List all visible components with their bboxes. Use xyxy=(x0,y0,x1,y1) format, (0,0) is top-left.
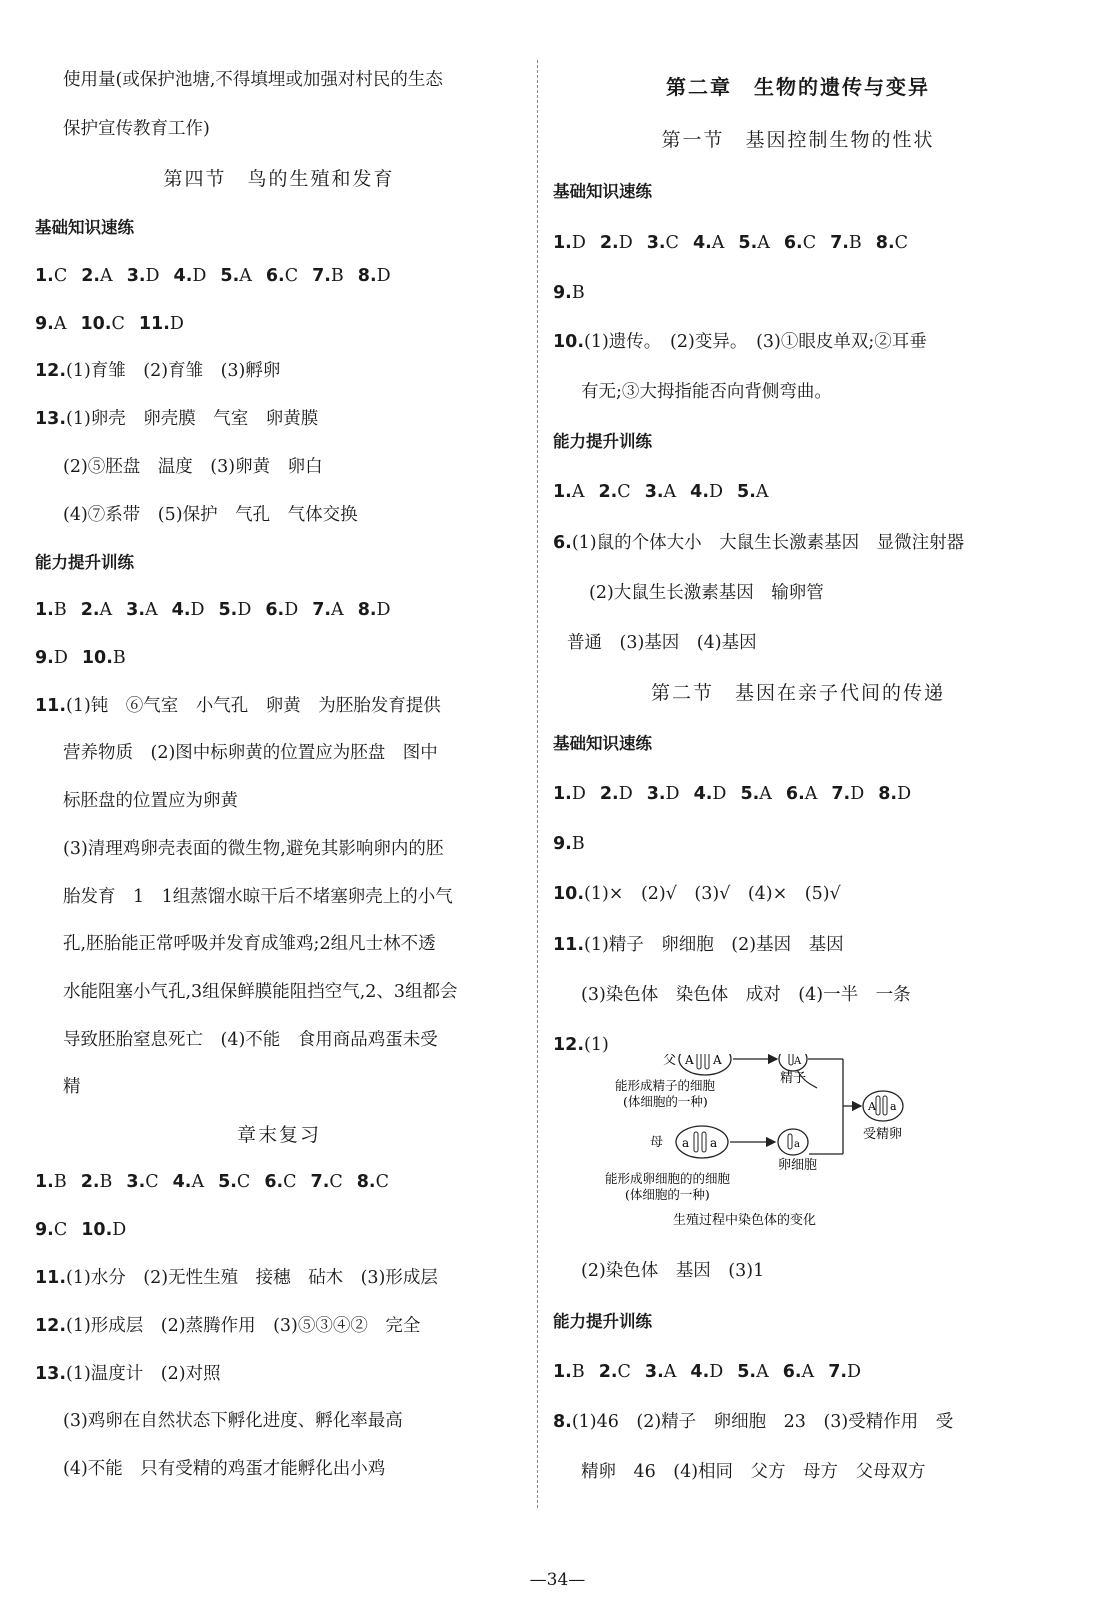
chapter-title: 第二章 生物的遗传与变异 xyxy=(666,75,930,99)
subheading: 能力提升训练 xyxy=(553,432,652,451)
answer-item xyxy=(218,1172,250,1192)
chromosome-diagram-svg xyxy=(605,1054,905,1244)
answer-item xyxy=(553,482,584,502)
answer-choice: D xyxy=(284,600,299,620)
answer-row xyxy=(553,281,1043,305)
answer-choice: D xyxy=(237,600,252,620)
answer-row xyxy=(35,312,523,336)
question-number: 3. xyxy=(126,266,146,286)
answer-item xyxy=(82,648,126,668)
question-number: 9. xyxy=(35,314,54,334)
gene-label: A xyxy=(794,1056,802,1067)
question-number: 8. xyxy=(357,266,377,286)
answer-choice: A xyxy=(145,600,158,620)
question-number: 1. xyxy=(553,482,572,502)
answer-item xyxy=(647,784,680,804)
question-12: 12.(1)育雏 (2)育雏 (3)孵卵 xyxy=(35,361,281,381)
question-11: 11.(1)水分 (2)无性生殖 接穗 砧木 (3)形成层 xyxy=(35,1268,438,1288)
question-number: 4. xyxy=(690,482,709,502)
answer-item xyxy=(311,1172,343,1192)
answer-row xyxy=(553,480,1043,504)
question-number: 4. xyxy=(173,266,193,286)
text-line: (2)⑤胚盘 温度 (3)卵黄 卵白 xyxy=(63,457,323,477)
answer-item xyxy=(139,314,184,334)
answer-item xyxy=(828,1362,861,1382)
answer-choice: D xyxy=(53,648,68,668)
answer-choice: D xyxy=(169,314,184,334)
answer-choice: A xyxy=(53,314,67,334)
answer-item xyxy=(598,482,630,502)
answer-choice: C xyxy=(617,1362,631,1382)
question-number: 6. xyxy=(782,1362,802,1382)
answer-choice: D xyxy=(192,266,207,286)
subheading: 能力提升训练 xyxy=(553,1312,652,1331)
text-line: (2)大鼠生长激素基因 输卵管 xyxy=(589,583,824,603)
section-title: 第一节 基因控制生物的性状 xyxy=(661,129,935,151)
answer-choice: C xyxy=(802,233,817,253)
answer-item xyxy=(690,482,723,502)
text-line: 胎发育 1 1组蒸馏水晾干后不堵塞卵壳上的小气 xyxy=(63,887,453,907)
text-line: (2)染色体 基因 (3)1 xyxy=(581,1261,765,1281)
subheading: 能力提升训练 xyxy=(35,553,134,572)
chromosome xyxy=(702,1132,706,1152)
page-number: —34— xyxy=(529,1570,586,1590)
question-number: 6. xyxy=(783,233,803,253)
question-number: 3. xyxy=(126,600,145,620)
text-line: 孔,胚胎能正常呼吸并发育成雏鸡;2组凡士林不透 xyxy=(63,934,436,954)
subheading: 基础知识速练 xyxy=(553,182,652,201)
text-line: 保护宣传教育工作) xyxy=(63,119,210,139)
answer-item xyxy=(553,784,586,804)
answer-choice: A xyxy=(663,1362,677,1382)
text-line: 有无;③大拇指能否向背侧弯曲。 xyxy=(581,382,832,402)
answer-item xyxy=(599,1362,631,1382)
answer-choice: C xyxy=(111,314,125,334)
answer-row xyxy=(35,598,523,622)
answer-choice: B xyxy=(571,283,585,303)
text-line: 导致胚胎窒息死亡 (4)不能 食用商品鸡蛋未受 xyxy=(63,1030,438,1050)
answer-item xyxy=(35,314,66,334)
answer-choice: A xyxy=(331,600,344,620)
answer-choice: A xyxy=(571,482,585,502)
answer-item xyxy=(830,233,862,253)
answer-choice: B xyxy=(848,233,862,253)
answer-item xyxy=(312,600,343,620)
answer-choice: C xyxy=(283,1172,297,1192)
question-number: 5. xyxy=(218,600,238,620)
answer-row xyxy=(35,1170,523,1194)
answer-item xyxy=(219,600,252,620)
text-line: 使用量(或保护池塘,不得填埋或加强对村民的生态 xyxy=(63,70,443,90)
answer-choice: D xyxy=(712,784,727,804)
text-line: (3)染色体 染色体 成对 (4)一半 一条 xyxy=(581,985,911,1005)
answer-item xyxy=(737,1362,768,1382)
question-number: 10. xyxy=(81,648,113,668)
question-12: 12.(1)形成层 (2)蒸腾作用 (3)⑤③④② 完全 xyxy=(35,1316,421,1336)
text-line: 水能阻塞小气孔,3组保鲜膜能阻挡空气,2、3组都会 xyxy=(63,982,458,1002)
answer-choice: D xyxy=(708,482,724,502)
answer-choice: D xyxy=(618,233,633,253)
answer-item xyxy=(266,266,298,286)
question-10: 10.(1)遗传。 (2)变异。 (3)①眼皮单双;②耳垂 xyxy=(553,332,927,352)
answer-item xyxy=(786,784,817,804)
answer-item xyxy=(80,314,124,334)
answer-choice: A xyxy=(239,266,252,286)
answer-item xyxy=(358,600,391,620)
question-12: 12.(1) xyxy=(553,1035,609,1055)
father-cell-note: (体细胞的一种) xyxy=(623,1094,708,1109)
answer-item xyxy=(220,266,251,286)
answer-choice: C xyxy=(329,1172,343,1192)
section-title: 章末复习 xyxy=(236,1124,321,1146)
answer-item xyxy=(553,1362,585,1382)
answer-choice: D xyxy=(112,1220,127,1240)
answer-item xyxy=(312,266,344,286)
question-number: 1. xyxy=(553,784,572,804)
mother-cell-note: (体细胞的一种) xyxy=(625,1187,710,1202)
question-number: 2. xyxy=(598,1362,618,1382)
answer-item xyxy=(553,283,585,303)
chromosome xyxy=(789,1054,793,1065)
question-number: 1. xyxy=(35,1172,54,1192)
question-number: 3. xyxy=(126,1172,146,1192)
answer-choice: B xyxy=(571,1362,585,1382)
answer-item xyxy=(172,600,205,620)
question-number: 8. xyxy=(356,1172,376,1192)
question-number: 5. xyxy=(737,482,756,502)
answer-item xyxy=(81,1172,113,1192)
chromosome xyxy=(788,1134,792,1149)
answer-choice: D xyxy=(665,784,680,804)
answer-row xyxy=(35,264,523,288)
gene-label: a xyxy=(794,1139,800,1150)
diagram-caption: 生殖过程中染色体的变化 xyxy=(673,1213,817,1228)
answer-choice: A xyxy=(757,233,770,253)
answer-choice: B xyxy=(53,600,67,620)
gene-label: A xyxy=(713,1054,722,1067)
chromosome-diagram xyxy=(605,1054,905,1244)
answer-choice: D xyxy=(897,784,912,804)
chromosome xyxy=(876,1096,880,1115)
answer-choice: B xyxy=(53,1172,67,1192)
subheading: 基础知识速练 xyxy=(553,734,652,753)
question-number: 7. xyxy=(828,1362,848,1382)
answer-choice: C xyxy=(617,482,631,502)
question-11: 11.(1)精子 卵细胞 (2)基因 基因 xyxy=(553,935,844,955)
answer-choice: A xyxy=(756,1362,769,1382)
answer-item xyxy=(35,1172,67,1192)
question-number: 5. xyxy=(738,233,758,253)
answer-choice: C xyxy=(375,1172,389,1192)
section-title: 第四节 鸟的生殖和发育 xyxy=(163,168,395,190)
gene-label: a xyxy=(682,1136,690,1150)
answer-item xyxy=(173,1172,204,1192)
question-6: 6.(1)鼠的个体大小 大鼠生长激素基因 显微注射器 xyxy=(553,533,965,553)
answer-choice: C xyxy=(53,1220,68,1240)
answer-choice: C xyxy=(284,266,299,286)
answer-item xyxy=(645,1362,676,1382)
answer-choice: C xyxy=(145,1172,159,1192)
question-number: 5. xyxy=(218,1172,237,1192)
answer-item xyxy=(264,1172,296,1192)
answer-choice: A xyxy=(804,784,818,804)
question-number: 7. xyxy=(310,1172,330,1192)
answer-choice: D xyxy=(847,1362,862,1382)
text-line: 标胚盘的位置应为卵黄 xyxy=(63,791,238,811)
answer-item xyxy=(81,1220,126,1240)
answer-choice: D xyxy=(571,233,586,253)
answer-choice: A xyxy=(755,482,769,502)
text-line: 精卵 46 (4)相同 父方 母方 父母双方 xyxy=(581,1462,926,1482)
answer-row xyxy=(553,1360,1043,1384)
answer-item xyxy=(127,266,160,286)
question-number: 2. xyxy=(80,600,100,620)
answer-item xyxy=(35,266,67,286)
question-number: 1. xyxy=(553,233,572,253)
question-number: 2. xyxy=(81,266,101,286)
question-10: 10.(1)× (2)√ (3)√ (4)× (5)√ xyxy=(553,884,841,904)
question-number: 8. xyxy=(878,784,898,804)
answer-choice: C xyxy=(236,1172,251,1192)
answer-row xyxy=(553,832,1043,856)
question-number: 4. xyxy=(690,1362,710,1382)
question-number: 1. xyxy=(35,600,54,620)
answer-item xyxy=(783,1362,814,1382)
answer-item xyxy=(35,1220,67,1240)
text-line: (3)鸡卵在自然状态下孵化进度、孵化率最高 xyxy=(63,1411,403,1431)
answer-choice: D xyxy=(190,600,205,620)
text-line: (3)清理鸡卵壳表面的微生物,避免其影响卵内的胚 xyxy=(63,839,444,859)
answer-item xyxy=(553,233,586,253)
question-number: 9. xyxy=(553,834,572,854)
question-number: 3. xyxy=(646,784,666,804)
question-number: 3. xyxy=(644,1362,664,1382)
answer-choice: D xyxy=(145,266,160,286)
question-number: 2. xyxy=(80,1172,100,1192)
question-number: 7. xyxy=(312,600,332,620)
gene-label: a xyxy=(890,1100,897,1113)
answer-item xyxy=(784,233,816,253)
answer-item xyxy=(600,784,633,804)
question-number: 2. xyxy=(599,233,619,253)
chromosome xyxy=(883,1096,887,1115)
chromosome xyxy=(694,1132,698,1152)
question-number: 6. xyxy=(265,600,285,620)
question-number: 9. xyxy=(35,648,54,668)
answer-item xyxy=(174,266,207,286)
question-number: 8. xyxy=(875,233,895,253)
answer-choice: D xyxy=(376,600,391,620)
egg-cell xyxy=(778,1129,808,1155)
answer-choice: B xyxy=(571,834,585,854)
answer-row xyxy=(553,782,1043,806)
answer-choice: D xyxy=(618,784,633,804)
answer-item xyxy=(647,233,679,253)
answer-item xyxy=(690,1362,723,1382)
question-number: 2. xyxy=(598,482,618,502)
answer-item xyxy=(737,482,768,502)
answer-choice: A xyxy=(663,482,677,502)
answer-item xyxy=(876,233,908,253)
answer-item xyxy=(357,1172,389,1192)
question-number: 4. xyxy=(693,784,713,804)
answer-choice: C xyxy=(53,266,68,286)
question-number: 7. xyxy=(831,784,851,804)
text-line: 营养物质 (2)图中标卵黄的位置应为胚盘 图中 xyxy=(63,743,438,763)
question-number: 2. xyxy=(599,784,619,804)
question-number: 10. xyxy=(80,314,112,334)
answer-row xyxy=(553,231,1043,255)
answer-choice: A xyxy=(99,600,113,620)
text-line: (4)不能 只有受精的鸡蛋才能孵化出小鸡 xyxy=(63,1459,386,1479)
sperm-label: 精子 xyxy=(780,1071,807,1086)
question-number: 10. xyxy=(81,1220,113,1240)
gene-label: a xyxy=(710,1136,718,1150)
answer-item xyxy=(126,600,157,620)
section-title: 第二节 基因在亲子代间的传递 xyxy=(650,682,945,704)
question-8: 8.(1)46 (2)精子 卵细胞 23 (3)受精作用 受 xyxy=(553,1412,954,1432)
answer-item xyxy=(738,233,769,253)
question-number: 4. xyxy=(171,600,191,620)
question-number: 5. xyxy=(737,1362,757,1382)
question-number: 3. xyxy=(646,233,666,253)
question-number: 5. xyxy=(220,266,240,286)
answer-item xyxy=(694,784,727,804)
answer-item xyxy=(553,834,585,854)
question-13: 13.(1)卵壳 卵壳膜 气室 卵黄膜 xyxy=(35,409,319,429)
answer-choice: B xyxy=(330,266,344,286)
answer-item xyxy=(878,784,911,804)
answer-item xyxy=(600,233,633,253)
question-number: 6. xyxy=(265,266,285,286)
question-number: 3. xyxy=(644,482,664,502)
answer-item xyxy=(81,600,112,620)
answer-item xyxy=(35,648,68,668)
question-number: 8. xyxy=(357,600,377,620)
answer-item xyxy=(265,600,298,620)
text-line: 精 xyxy=(63,1077,81,1097)
question-number: 9. xyxy=(35,1220,54,1240)
answer-item xyxy=(126,1172,158,1192)
question-number: 4. xyxy=(172,1172,192,1192)
answer-row xyxy=(35,1218,523,1242)
question-number: 4. xyxy=(692,233,712,253)
mother-cell-label: 能形成卵细胞的的细胞 xyxy=(605,1171,731,1186)
answer-choice: B xyxy=(112,648,126,668)
chromosome xyxy=(705,1054,709,1069)
text-line: 普通 (3)基因 (4)基因 xyxy=(567,633,757,653)
answer-choice: A xyxy=(711,233,725,253)
father-label: 父 xyxy=(663,1054,677,1068)
question-11: 11.(1)钝 ⑥气室 小气孔 卵黄 为胚胎发育提供 xyxy=(35,696,441,716)
question-number: 7. xyxy=(830,233,849,253)
gene-label: A xyxy=(685,1054,694,1067)
question-number: 6. xyxy=(785,784,805,804)
answer-item xyxy=(831,784,864,804)
answer-item xyxy=(645,482,676,502)
father-cell-label: 能形成精子的细胞 xyxy=(615,1078,716,1093)
subheading: 基础知识速练 xyxy=(35,218,134,237)
column-divider xyxy=(537,60,538,1508)
question-number: 6. xyxy=(264,1172,284,1192)
answer-item xyxy=(358,266,391,286)
answer-choice: A xyxy=(801,1362,815,1382)
answer-choice: D xyxy=(376,266,391,286)
answer-choice: D xyxy=(709,1362,724,1382)
answer-item xyxy=(693,233,724,253)
question-number: 5. xyxy=(740,784,760,804)
answer-item xyxy=(740,784,771,804)
answer-choice: A xyxy=(759,784,772,804)
text-line: (4)⑦系带 (5)保护 气孔 气体交换 xyxy=(63,505,358,525)
egg-label: 卵细胞 xyxy=(778,1158,818,1173)
question-number: 1. xyxy=(35,266,54,286)
answer-row xyxy=(35,646,523,670)
question-number: 9. xyxy=(553,283,572,303)
zygote-label: 受精卵 xyxy=(863,1127,903,1142)
answer-choice: C xyxy=(894,233,909,253)
mother-label: 母 xyxy=(650,1135,664,1150)
answer-choice: B xyxy=(99,1172,113,1192)
answer-item xyxy=(81,266,112,286)
question-number: 11. xyxy=(138,314,170,334)
question-number: 7. xyxy=(312,266,331,286)
chromosome xyxy=(697,1054,701,1069)
answer-choice: C xyxy=(665,233,679,253)
gene-label: A xyxy=(868,1100,876,1113)
answer-item xyxy=(35,600,67,620)
answer-choice: D xyxy=(571,784,586,804)
answer-choice: D xyxy=(850,784,865,804)
question-13: 13.(1)温度计 (2)对照 xyxy=(35,1364,221,1384)
answer-choice: A xyxy=(191,1172,205,1192)
answer-choice: A xyxy=(100,266,113,286)
question-number: 1. xyxy=(553,1362,572,1382)
